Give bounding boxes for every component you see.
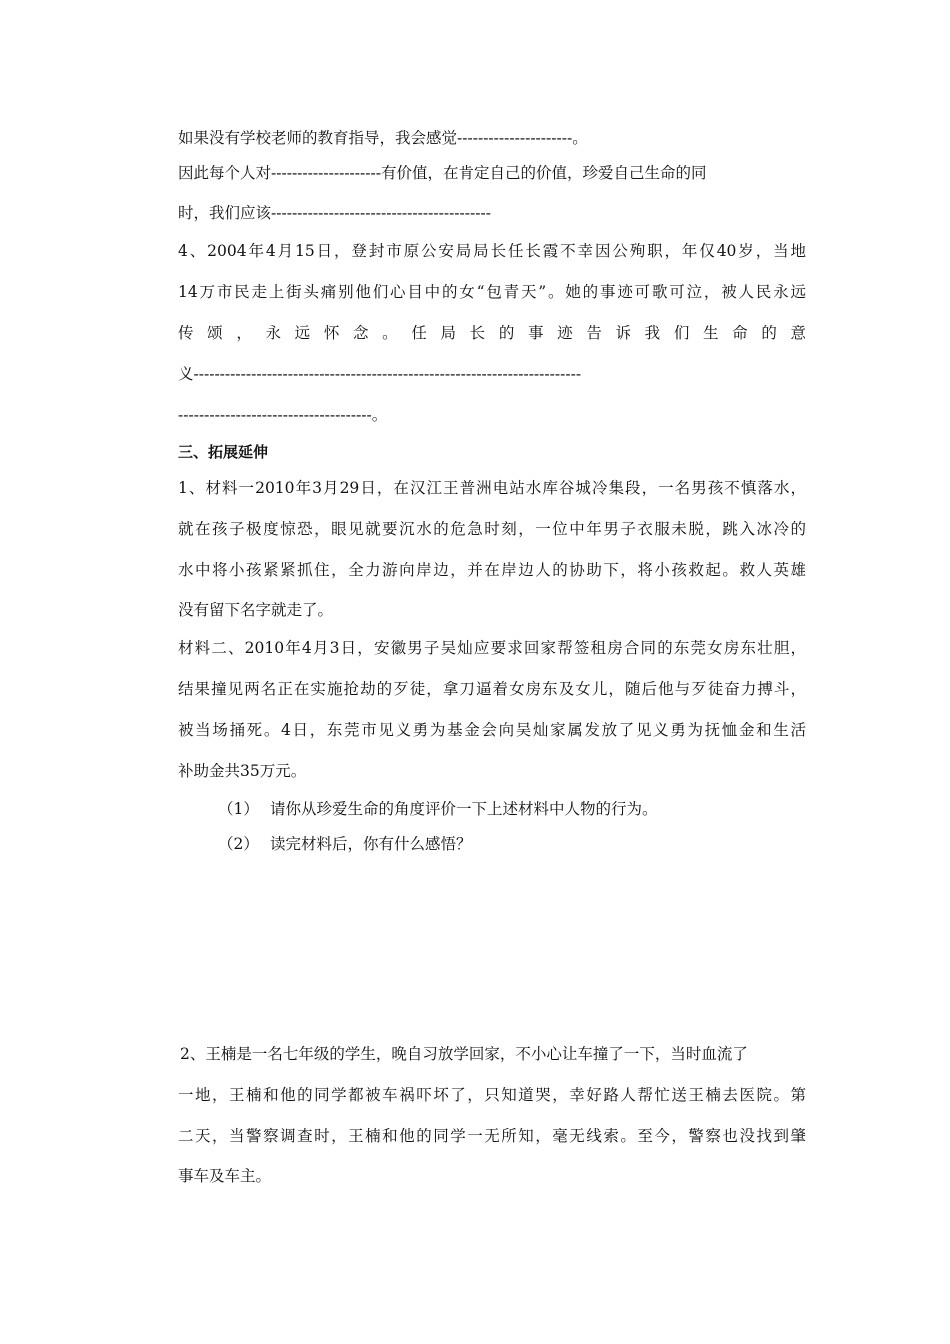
question-4-line-5: -------------------------------------。 [178, 406, 388, 424]
case-2-line: 事车及车主。 [178, 1167, 272, 1185]
question-4-line-3: 传 颂 ， 永 远 怀 念 。 任 局 长 的 事 迹 告 诉 我 们 生 命 的 意 [178, 324, 806, 342]
fill-blank-line-value: 因此每个人对---------------------有价值，在肯定自己的价值，珍爱自己生命的同 [178, 164, 707, 182]
question-4-line-4: 义-------------------------------------------------------------------------- [178, 365, 582, 383]
question-1-number: （1） [218, 800, 259, 818]
material-1-line: 水中将小孩紧紧抓住，全力游向岸边，并在岸边人的协助下，将小孩救起。救人英雄 [178, 561, 806, 579]
question-2 [218, 834, 472, 854]
material-1-line: 就在孩子极度惊恐，眼见就要沉水的危急时刻，一位中年男子衣服未脱，跳入冰冷的 [178, 520, 806, 538]
case-2-line: 二天，当警察调查时，王楠和他的同学一无所知，毫无线索。至今，警察也没找到肇 [178, 1127, 806, 1145]
question-2-number: （2） [218, 835, 259, 853]
material-2-line: 结果撞见两名正在实施抢劫的歹徒，拿刀逼着女房东及女儿，随后他与歹徒奋力搏斗， [178, 680, 806, 698]
material-2-line: 材料二、2010年4月3日，安徽男子吴灿应要求回家帮签租房合同的东莞女房东壮胆， [178, 639, 806, 657]
question-4-line-1: 4、2004年4月15日，登封市原公安局局长任长霞不幸因公殉职，年仅40岁，当地 [178, 242, 806, 260]
question-1 [218, 799, 658, 819]
case-2-line: 一地，王楠和他的同学都被车祸吓坏了，只知道哭，幸好路人帮忙送王楠去医院。第 [178, 1086, 806, 1104]
material-2-line: 补助金共35万元。 [178, 762, 307, 780]
case-2-line: 2、王楠是一名七年级的学生，晚自习放学回家，不小心让车撞了一下，当时血流了 [180, 1045, 748, 1063]
question-2-text: 读完材料后，你有什么感悟？ [270, 835, 472, 853]
fill-blank-line-should: 时，我们应该------------------------------------------ [178, 204, 491, 222]
question-1-text: 请你从珍爱生命的角度评价一下上述材料中人物的行为。 [270, 800, 658, 818]
section-heading: 三、拓展延伸 [178, 443, 269, 461]
material-1-line: 1、材料一2010年3月29日，在汉江王普洲电站水库谷城冷集段，一名男孩不慎落水， [178, 479, 806, 497]
fill-blank-line-feeling: 如果没有学校老师的教育指导，我会感觉----------------------。 [178, 129, 588, 147]
material-1-line: 没有留下名字就走了。 [178, 601, 334, 619]
question-4-line-2: 14万市民走上街头痛别他们心目中的女“包青天”。她的事迹可歌可泣，被人民永远 [178, 283, 806, 301]
material-2-line: 被当场捅死。4日，东莞市见义勇为基金会向吴灿家属发放了见义勇为抚恤金和生活 [178, 721, 806, 739]
